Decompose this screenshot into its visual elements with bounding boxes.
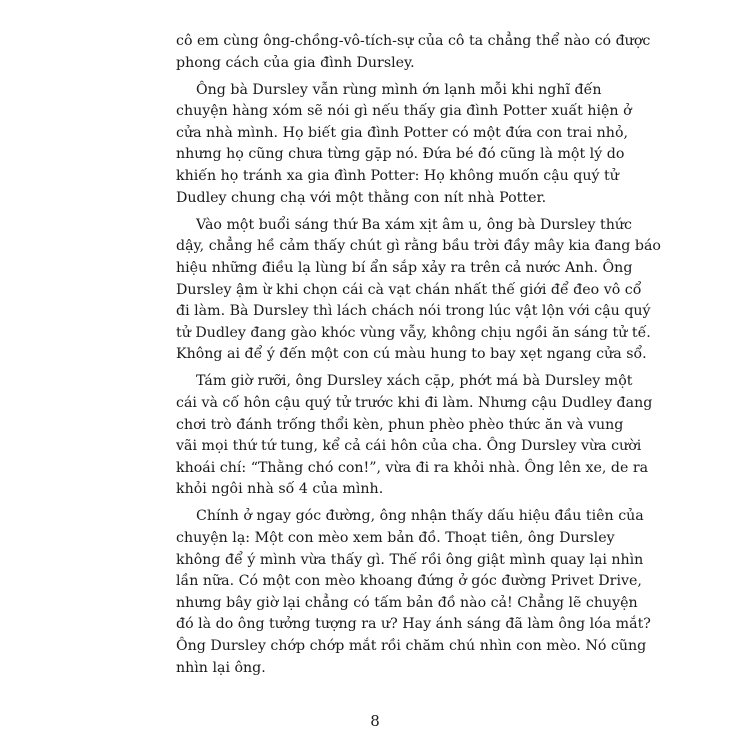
text-line: nhưng họ cũng chưa từng gặp nó. Đứa bé đó cũng là một lý do: [176, 146, 625, 163]
text-line: khoái chí: “Thằng chó con!”, vừa đi ra khỏi nhà. Ông lên xe, de ra: [176, 459, 649, 476]
paragraph: [176, 31, 651, 74]
text-line: lần nữa. Có một con mèo khoang đứng ở góc đường Privet Drive,: [176, 573, 642, 590]
paragraph: [176, 506, 651, 679]
text-line: dậy, chẳng hề cảm thấy chút gì rằng bầu trời đầy mây kia đang báo: [176, 238, 661, 255]
text-line: phong cách của gia đình Dursley.: [176, 54, 415, 71]
text-line: Ông bà Dursley vẫn rùng mình ớn lạnh mỗi khi nghĩ đến: [196, 81, 602, 98]
text-line: Tám giờ rưỡi, ông Dursley xách cặp, phớt má bà Dursley một: [196, 373, 633, 390]
text-line: hiệu những điều lạ lùng bí ẩn sắp xảy ra trên cả nước Anh. Ông: [176, 259, 633, 276]
text-line: Dudley chung chạ với một thằng con nít nhà Potter.: [176, 189, 547, 206]
paragraph: [176, 80, 632, 210]
text-line: chuyện hàng xóm sẽ nói gì nếu thấy gia đình Potter xuất hiện ở: [176, 103, 632, 120]
text-line: đi làm. Bà Dursley thì lách chách nói trong lúc vật lộn với cậu quý: [176, 303, 651, 320]
paragraph: [176, 371, 653, 501]
text-line: cửa nhà mình. Họ biết gia đình Potter có một đứa con trai nhỏ,: [176, 124, 628, 141]
text-line: Ông Dursley chớp chớp mắt rồi chăm chú nhìn con mèo. Nó cũng: [176, 638, 647, 655]
text-line: chơi trò đánh trống thổi kèn, phun phèo phèo thức ăn và vung: [176, 416, 624, 433]
text-line: khiến họ tránh xa gia đình Potter: Họ không muốn cậu quý tử: [176, 168, 619, 185]
text-line: nhưng bây giờ lại chẳng có tấm bản đồ nào cả! Chẳng lẽ chuyện: [176, 594, 638, 611]
text-line: cô em cùng ông-chồng-vô-tích-sự của cô ta chẳng thể nào có được: [176, 33, 651, 49]
text-line: Không ai để ý đến một con cú màu hung to bay xẹt ngang cửa sổ.: [176, 346, 647, 363]
text-line: cái và cố hôn cậu quý tử trước khi đi làm. Nhưng cậu Dudley đang: [176, 395, 653, 411]
text-line: không để ý mình vừa thấy gì. Thế rồi ông giật mình quay lại nhìn: [176, 551, 644, 568]
text-line: khỏi ngôi nhà số 4 của mình.: [176, 481, 384, 498]
text-line: chuyện lạ: Một con mèo xem bản đồ. Thoạt tiên, ông Dursley: [176, 530, 615, 547]
book-page-body: [176, 31, 661, 685]
text-line: đó là do ông tưởng tượng ra ư? Hay ánh sáng đã làm ông lóa mắt?: [176, 616, 651, 633]
text-line: tử Dudley đang gào khóc vùng vẫy, không chịu ngồi ăn sáng tử tế.: [176, 324, 651, 341]
text-line: Vào một buổi sáng thứ Ba xám xịt âm u, ông bà Dursley thức: [196, 216, 632, 233]
text-line: nhìn lại ông.: [176, 659, 266, 676]
page-number: 8: [370, 712, 380, 730]
paragraph: [176, 215, 661, 366]
text-line: Dursley ậm ừ khi chọn cái cà vạt chán nhất thế giới để đeo vô cổ: [176, 281, 642, 298]
text-line: Chính ở ngay góc đường, ông nhận thấy dấu hiệu đầu tiên của: [196, 508, 644, 525]
text-line: vãi mọi thứ tứ tung, kể cả cái hôn của cha. Ông Dursley vừa cười: [176, 438, 642, 455]
